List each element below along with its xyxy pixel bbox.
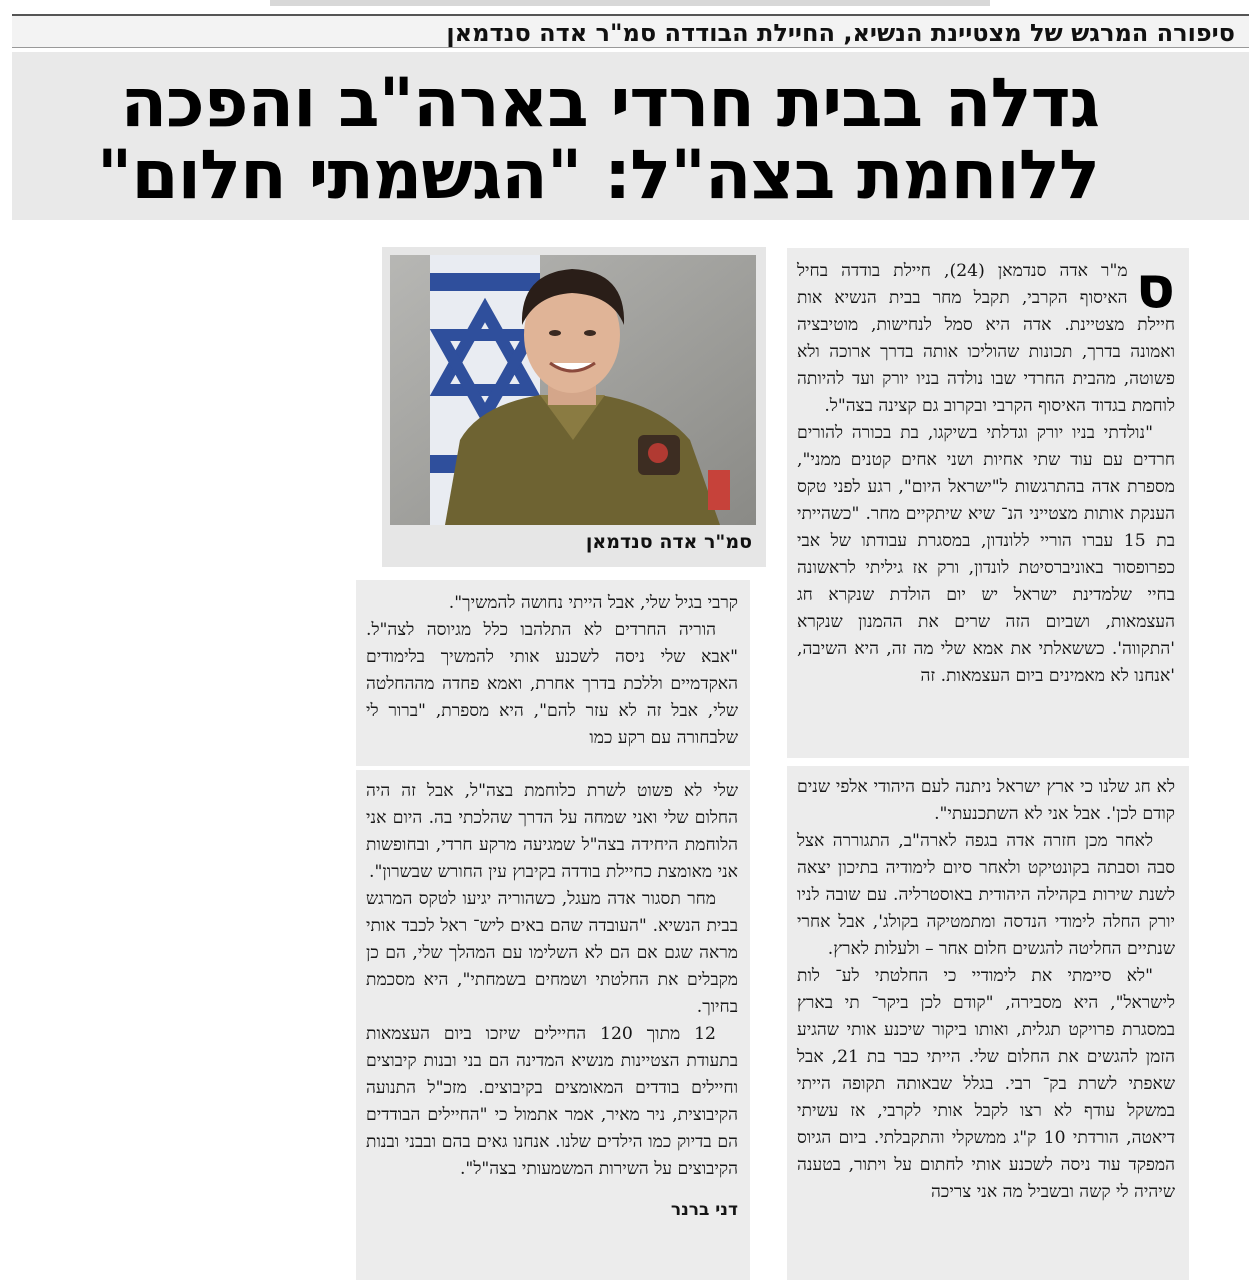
paragraph-8: שלי לא פשוט לשרת כלוחמת בצה"ל, אבל זה היה החלום שלי ואני שמחה על הדרך שהלכתי בה. היום אני הלוחמת היחידה בצה"ל שמגיעה מרקע חרדי, ובחופשות אני מאומצת כחיילת בודדה בקיבוץ עין החורש שבשרון". <box>366 781 738 882</box>
portrait-illustration <box>390 255 756 525</box>
paragraph-1: מ"ר אדה סנדמאן (24), חיילת בודדה בחיל האיסוף הקרבי, תקבל מחר בבית הנשיא אות חיילת מצטיינת. אדה היא סמל לנחישות, מוטיבציה ואמונה בדרך, תכונות שהוליכו אותה בדרך ארוכה ולא פשוטה, מהבית החרדי שבו נולדה בניו יורק ועד להיותה לוחמת בגדוד האיסוף הקרבי ובקרוב גם קצינה בצה"ל. <box>797 261 1175 416</box>
paragraph-3: לא חג שלנו כי ארץ ישראל ניתנה לעם היהודי אלפי שנים קודם לכן'. אבל אני לא השתכנעתי". <box>797 777 1175 824</box>
paragraph-9: מחר תסגור אדה מעגל, כשהוריה יגיעו לטקס המרגש בבית הנשיא. "העובדה שהם באים ליש־ ראל לכבד אותי מראה שגם אם הם לא השלימו עם המהלך שלי, הם כן מקבלים את החלטתי ושמחים בשמחתי", היא מסכמת בחיוך. <box>366 889 738 1017</box>
soldier-photo <box>390 255 756 525</box>
photo-caption: סמ"ר אדה סנדמאן <box>585 531 752 553</box>
top-edge-strip <box>270 0 990 6</box>
paragraph-6: קרבי בגיל שלי, אבל הייתי נחושה להמשיך". <box>448 593 738 613</box>
article-column-left-top <box>356 580 750 766</box>
article-column-right-top <box>787 248 1189 758</box>
paragraph-5: "לא סיימתי את לימודיי כי החלטתי לע־ לות לישראל", היא מסבירה, "קודם לכן ביקר־ תי בארץ במסגרת פרויקט תגלית, ואותו ביקור שיכנע אותי שהגיע הזמן להגשים את החלום שלי. הייתי כבר בת 21, אבל שאפתי לשרת בק־ רבי. בגלל שבאותה תקופה הייתי במשקל עודף לא רצו לקבל אותי לקרבי, אז עשיתי דיאטה, הורדתי 10 ק"ג ממשקלי והתקבלתי. ביום הגיוס המפקד עוד ניסה לשכנע אותי לחתום על ויתור, בטענה שיהיה לי קשה ובשביל מה אני צריכה <box>797 966 1175 1202</box>
headline-box <box>12 52 1249 220</box>
article-column-right-bottom <box>787 766 1189 1280</box>
headline-line-1: גדלה בבית חרדי בארה"ב והפכה <box>120 64 1099 143</box>
photo-frame <box>382 247 766 567</box>
headline-line-2: ללוחמת בצה"ל: "הגשמתי חלום" <box>96 136 1099 215</box>
byline: דני ברנר <box>670 1200 738 1220</box>
headline <box>96 64 1099 215</box>
paragraph-4: לאחר מכן חזרה אדה בגפה לארה"ב, התגוררה אצל סבה וסבתה בקונטיקט ולאחר סיום לימודיה בתיכון יצאה לשנת שירות בקהילה היהודית באוסטרליה. עם שובה לניו יורק החלה לימודי הנדסה ומתמטיקה בקולג', אבל אחרי שנתיים החליטה להגשים חלום אחר – ולעלות לארץ. <box>797 831 1175 959</box>
kicker-bar <box>12 14 1249 48</box>
paragraph-10: 12 מתוך 120 החיילים שיזכו ביום העצמאות בתעודת הצטיינות מנשיא המדינה הם בני ובנות קיבוצים וחיילים בודדים המאומצים בקיבוצים. מזכ"ל התנועה הקיבוצית, ניר מאיר, אמר אתמול כי "החיילים הבודדים הם בדיוק כמו הילדים שלנו. אנחנו גאים בהם ובבני ובנות הקיבוצים על השירות המשמעותי בצה"ל". <box>366 1024 738 1179</box>
paragraph-2: "נולדתי בניו יורק וגדלתי בשיקגו, בת בכורה להורים חרדים עם עוד שתי אחיות ושני אחים קטנים ממני", מספרת אדה בהתרגשות ל"ישראל היום", רגע לפני טקס הענקת אותות מצטייני הנ־ שיא שיתקיים מחר. "כשהייתי בת 15 עברו הוריי ללונדון, במסגרת עבודתו של אבי כפרופסור באוניברסיטת לונדון, ורק אז גיליתי לראשונה בחיי שלמדינת ישראל יש יום הולדת שנקרא חג העצמאות, ושביום הזה שרים את ההמנון שנקרא 'התקווה'. כששאלתי את אמא שלי מה זה, היא השיבה, 'אנחנו לא מאמינים ביום העצמאות. זה <box>797 423 1175 686</box>
dropcap: ס <box>1135 253 1175 321</box>
kicker: סיפורה המרגש של מצטיינת הנשיא, החיילת הבודדה סמ"ר אדה סנדמאן <box>446 19 1235 47</box>
paragraph-7: הוריה החרדים לא התלהבו כלל מגיוסה לצה"ל. "אבא שלי ניסה לשכנע אותי להמשיך בלימודים האקדמיים וללכת בדרך אחרת, ואמא פחדה מההחלטה שלי, אבל זה לא עזר להם", היא מספרת, "ברור לי שלבחורה עם רקע כמו <box>366 620 738 748</box>
article-column-left-bottom <box>356 770 750 1280</box>
